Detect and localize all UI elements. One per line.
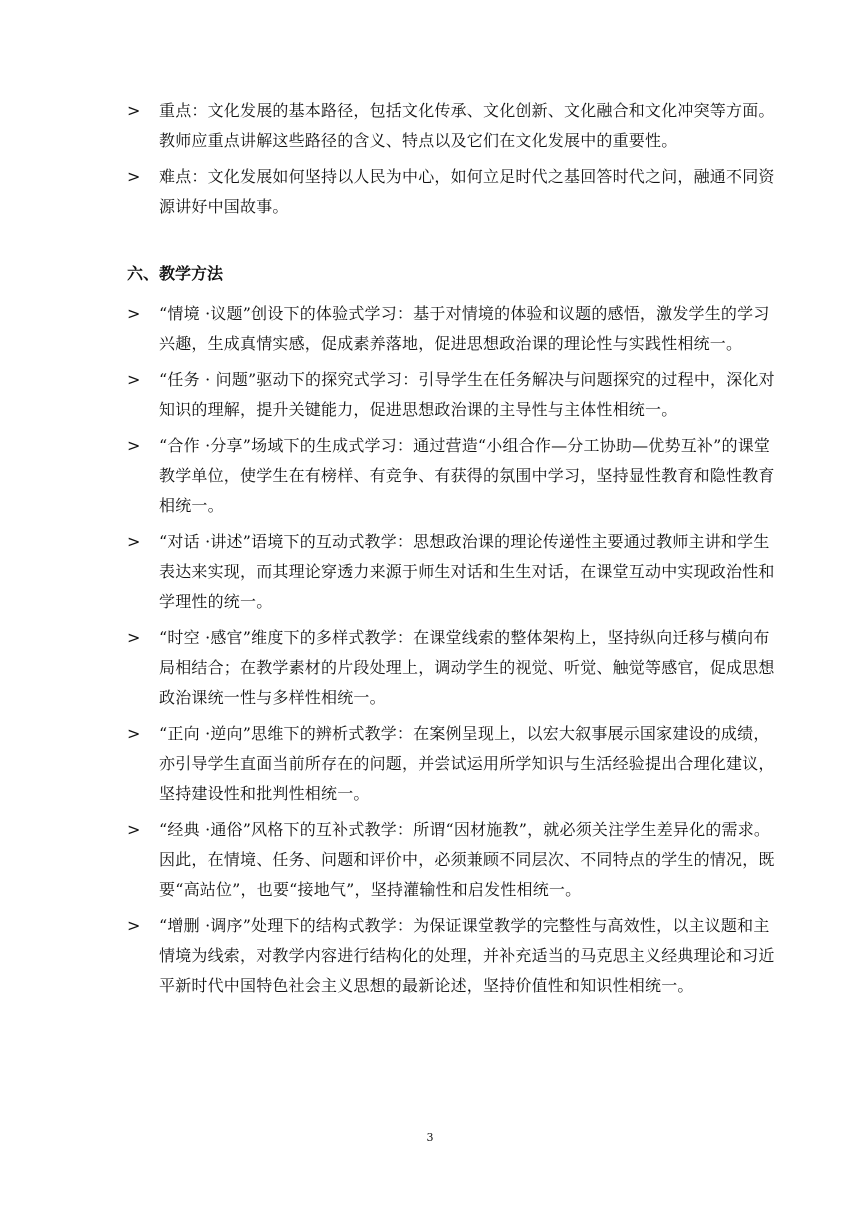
method-text: “任务 · 问题”驱动下的探究式学习：引导学生在任务解决与问题探究的过程中，深化对知识的理解，提升关键能力，促进思想政治课的主导性与主体性相统一。 [159, 370, 775, 419]
method-text: “正向 ·逆向”思维下的辨析式教学：在案例呈现上，以宏大叙事展示国家建设的成绩，亦引导学生直面当前所存在的问题，并尝试运用所学知识与生活经验提出合理化建议，坚持建设性和批判性相统一。 [159, 724, 775, 803]
method-text: “时空 ·感官”维度下的多样式教学：在课堂线索的整体架构上，坚持纵向迁移与横向布局相结合；在教学素材的片段处理上，调动学生的视觉、听觉、触觉等感官，促成思想政治课统一性与多样性相统一。 [159, 628, 775, 707]
section-heading: 六、教学方法 [127, 264, 224, 283]
list-item [127, 96, 777, 156]
chevron-right-icon: > [127, 370, 141, 389]
list-item [127, 623, 777, 713]
chevron-right-icon: > [127, 101, 141, 120]
method-text: “增删 ·调序”处理下的结构式教学：为保证课堂教学的完整性与高效性，以主议题和主情境为线索，对教学内容进行结构化的处理，并补充适当的马克思主义经典理论和习近平新时代中国特色社会主义思想的最新论述，坚持价值性和知识性相统一。 [159, 916, 775, 995]
key-point-text: 重点：文化发展的基本路径，包括文化传承、文化创新、文化融合和文化冲突等方面。教师应重点讲解这些路径的含义、特点以及它们在文化发展中的重要性。 [159, 101, 775, 150]
chevron-right-icon: > [127, 724, 141, 743]
method-text: “对话 ·讲述”语境下的互动式教学：思想政治课的理论传递性主要通过教师主讲和学生表达来实现，而其理论穿透力来源于师生对话和生生对话，在课堂互动中实现政治性和学理性的统一。 [159, 532, 775, 611]
list-item [127, 719, 777, 809]
teaching-methods-list [127, 299, 777, 1001]
chevron-right-icon: > [127, 916, 141, 935]
method-text: “情境 ·议题”创设下的体验式学习：基于对情境的体验和议题的感悟，激发学生的学习兴趣，生成真情实感，促成素养落地，促进思想政治课的理论性与实践性相统一。 [159, 304, 770, 353]
list-item [127, 911, 777, 1001]
key-points-list [127, 96, 777, 222]
chevron-right-icon: > [127, 820, 141, 839]
chevron-right-icon: > [127, 436, 141, 455]
chevron-right-icon: > [127, 628, 141, 647]
difficulty-text: 难点：文化发展如何坚持以人民为中心，如何立足时代之基回答时代之问，融通不同资源讲好中国故事。 [159, 167, 775, 216]
chevron-right-icon: > [127, 167, 141, 186]
chevron-right-icon: > [127, 304, 141, 323]
list-item [127, 365, 777, 425]
list-item [127, 527, 777, 617]
list-item [127, 299, 777, 359]
method-text: “经典 ·通俗”风格下的互补式教学：所谓“因材施教”，就必须关注学生差异化的需求。因此，在情境、任务、问题和评价中，必须兼顾不同层次、不同特点的学生的情况，既要“高站位”，也要“接地气”，坚持灌输性和启发性相统一。 [159, 820, 775, 899]
page-number: 3 [426, 1131, 434, 1144]
chevron-right-icon: > [127, 532, 141, 551]
list-item [127, 431, 777, 521]
list-item [127, 162, 777, 222]
list-item [127, 815, 777, 905]
method-text: “合作 ·分享”场域下的生成式学习：通过营造“小组合作—分工协助—优势互补”的课堂教学单位，使学生在有榜样、有竞争、有获得的氛围中学习，坚持显性教育和隐性教育相统一。 [159, 436, 775, 515]
